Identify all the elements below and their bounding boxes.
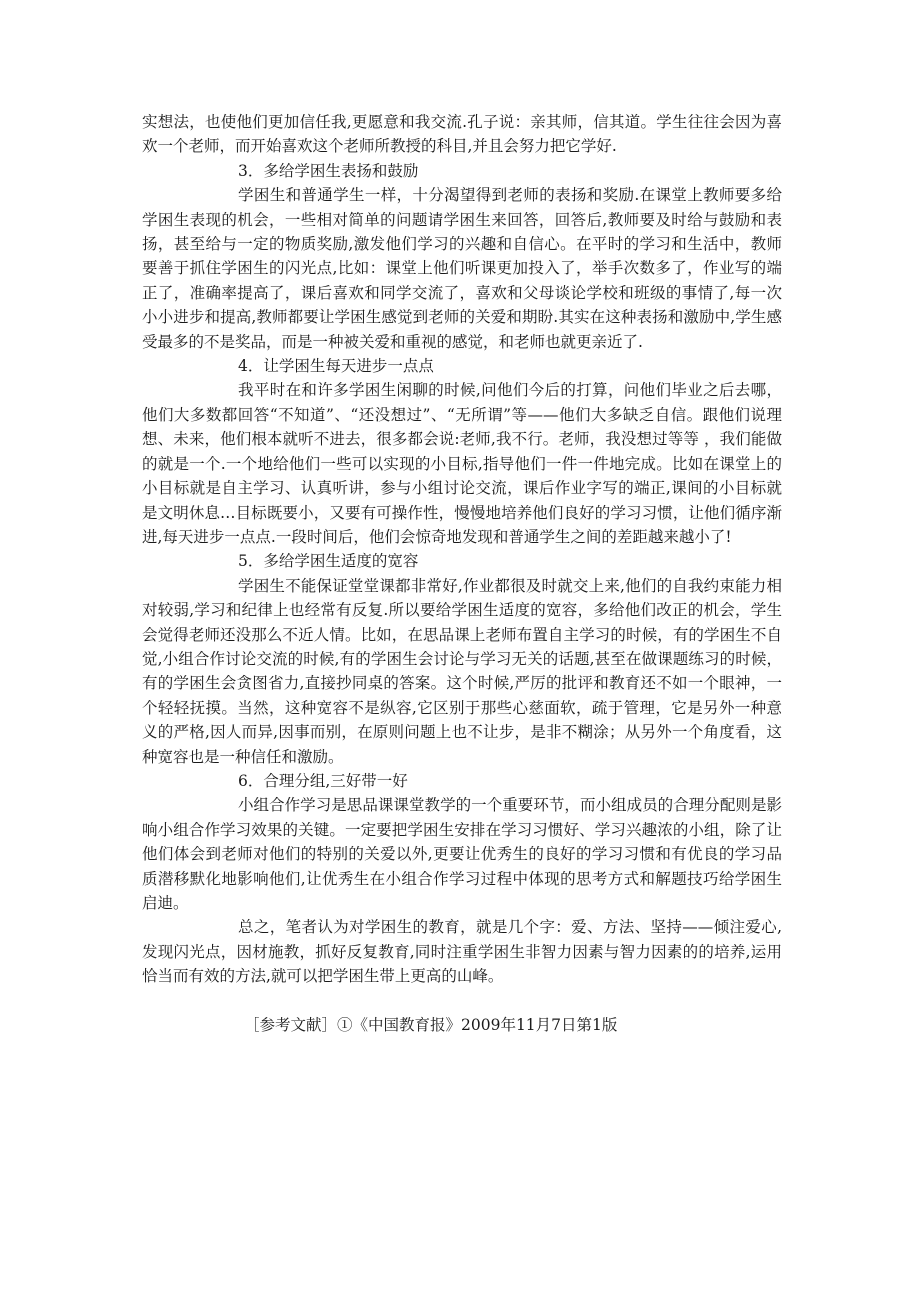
section-heading-4: 4．让学困生每天进步一点点 xyxy=(238,357,434,376)
reference-citation: ［参考文献］①《中国教育报》2009年11月7日第1版 xyxy=(244,1015,618,1034)
paragraph-section-5: 学困生不能保证堂堂课都非常好,作业都很及时就交上来,他们的自我约束能力相对较弱,学习和纪律上也经常有反复.所以要给学困生适度的宽容，多给他们改正的机会，学生会觉得老师还没那么不近人情。比如，在思品课上老师布置自主学习的时候，有的学困生不自觉,小组合作讨论交流的时候,有的学困生会讨论与学习无关的话题,甚至在做课题练习的时候，有的学困生会贪图省力,直接抄同桌的答案。这个时候,严厉的批评和教育还不如一个眼神，一个轻轻抚摸。当然，这种宽容不是纵容,它区别于那些心慈面软，疏于管理，它是另外一种意义的严格,因人而异,因事而别，在原则问题上也不让步，是非不糊涂；从另外一个角度看，这种宽容也是一种信任和激励。 xyxy=(142,576,782,766)
document-page xyxy=(142,110,782,1037)
paragraph-section-6: 小组合作学习是思品课课堂教学的一个重要环节，而小组成员的合理分配则是影响小组合作学习效果的关键。一定要把学困生安排在学习习惯好、学习兴趣浓的小组，除了让他们体会到老师对他们的特别的关爱以外,更要让优秀生的良好的学习习惯和有优良的学习品质潜移默化地影响他们,让优秀生在小组合作学习过程中体现的思考方式和解题技巧给学困生启迪。 xyxy=(142,796,782,912)
paragraph-section-4: 我平时在和许多学困生闲聊的时候,问他们今后的打算，问他们毕业之后去哪，他们大多数都回答“不知道”、“还没想过”、“无所谓”等——他们大多缺乏自信。跟他们说理想、未来，他们根本就听不进去，很多都会说:老师,我不行。老师，我没想过等等 ，我们能做的就是一个.一个地给他们一些可以实现的小目标,指导他们一件一件地完成。比如在课堂上的小目标就是自主学习、认真听讲，参与小组讨论交流，课后作业字写的端正,课间的小目标就是文明休息…目标既要小，又要有可操作性，慢慢地培养他们良好的学习习惯，让他们循序渐进,每天进步一点点.一段时间后，他们会惊奇地发现和普通学生之间的差距越来越小了! xyxy=(142,381,782,546)
paragraph-section-3: 学困生和普通学生一样，十分渴望得到老师的表扬和奖励.在课堂上教师要多给学困生表现的机会，一些相对简单的问题请学困生来回答，回答后,教师要及时给与鼓励和表扬，甚至给与一定的物质奖励,激发他们学习的兴趣和自信心。在平时的学习和生活中，教师要善于抓住学困生的闪光点,比如：课堂上他们听课更加投入了，举手次数多了，作业写的端正了，准确率提高了，课后喜欢和同学交流了，喜欢和父母谈论学校和班级的事情了,每一次小小进步和提高,教师都要让学困生感觉到老师的关爱和期盼.其实在这种表扬和激励中,学生感受最多的不是奖品，而是一种被关爱和重视的感觉，和老师也就更亲近了. xyxy=(142,186,782,351)
paragraph-intro: 实想法，也使他们更加信任我,更愿意和我交流.孔子说：亲其师，信其道。学生往往会因为喜欢一个老师，而开始喜欢这个老师所教授的科目,并且会努力把它学好. xyxy=(142,113,782,156)
paragraph-conclusion: 总之，笔者认为对学困生的教育，就是几个字：爱、方法、坚持——倾注爱心,发现闪光点，因材施教，抓好反复教育,同时注重学困生非智力因素与智力因素的的培养,运用恰当而有效的方法,就可以把学困生带上更高的山峰。 xyxy=(142,918,782,986)
section-heading-3: 3．多给学困生表扬和鼓励 xyxy=(238,161,419,180)
section-heading-6: 6．合理分组,三好带一好 xyxy=(238,771,408,790)
section-heading-5: 5．多给学困生适度的宽容 xyxy=(238,552,419,571)
